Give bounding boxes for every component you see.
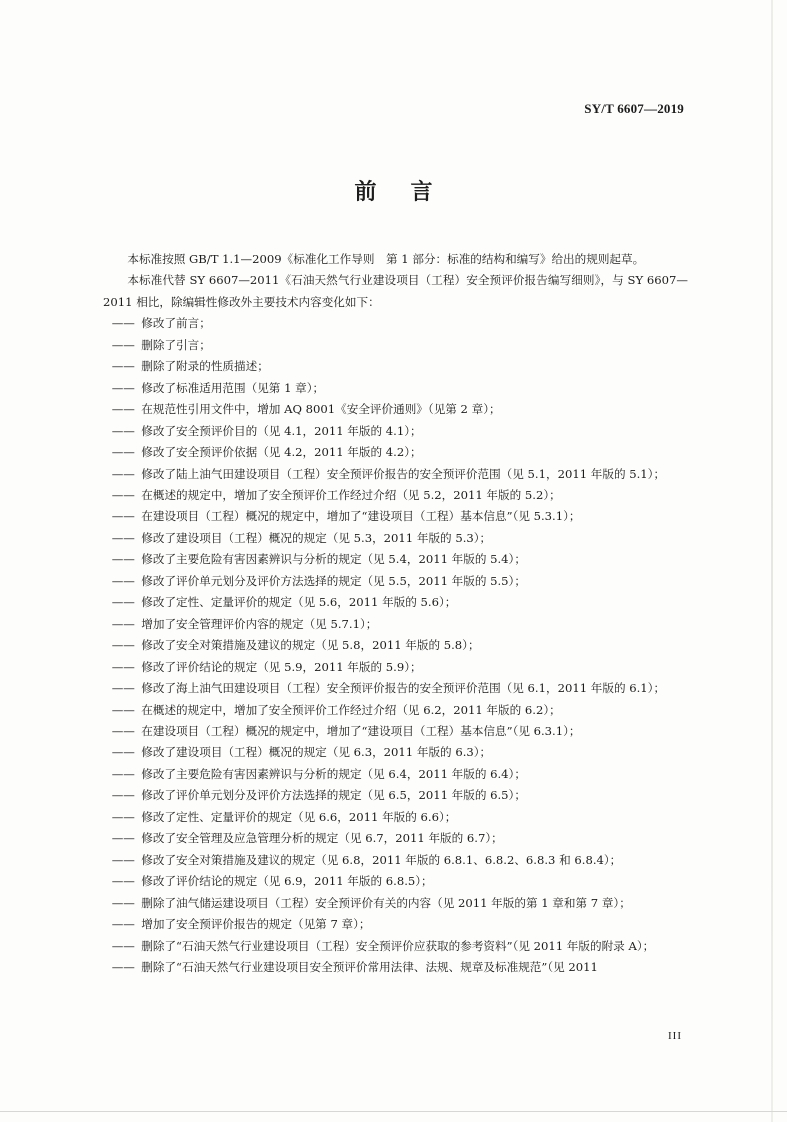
list-item [103,700,688,721]
list-item-text: 修改了主要危险有害因素辨识与分析的规定（见 6.4，2011 年版的 6.4）； [141,766,526,781]
list-item-text: 修改了安全对策措施及建议的规定（见 6.8，2011 年版的 6.8.1、6.8.2、6.8.3 和 6.8.4）； [141,852,622,867]
list-item [103,571,688,592]
list-dash: —— [111,595,135,610]
list-item-text: 在概述的规定中，增加了安全预评价工作经过介绍（见 6.2，2011 年版的 6.2）； [141,702,561,717]
list-item-text: 删除了“石油天然气行业建设项目安全预评价常用法律、法规、规章及标准规范”（见 2011 [141,959,598,974]
list-item [103,936,688,957]
list-item [103,764,688,785]
list-item [103,678,688,699]
list-item [103,850,688,871]
list-item [103,957,688,978]
list-dash: —— [111,552,135,567]
list-item [103,549,688,570]
list-dash: —— [111,423,135,438]
list-dash: —— [111,723,135,738]
list-item-text: 修改了安全对策措施及建议的规定（见 5.8，2011 年版的 5.8）； [141,638,480,653]
list-item [103,506,688,527]
list-item-text: 增加了安全管理评价内容的规定（见 5.7.1）； [141,616,378,631]
list-item-text: 修改了评价单元划分及评价方法选择的规定（见 6.5，2011 年版的 6.5）； [141,788,526,803]
list-dash: —— [111,681,135,696]
list-dash: —— [111,530,135,545]
list-item [103,785,688,806]
page-number: III [668,1030,682,1042]
list-dash: —— [111,702,135,717]
paragraph-replacement-note: 本标准代替 SY 6607—2011《石油天然气行业建设项目（工程）安全预评价报告编写细则》，与 SY 6607—2011 相比，除编辑性修改外主要技术内容变化如下： [103,273,688,309]
list-item-text: 修改了评价单元划分及评价方法选择的规定（见 5.5，2011 年版的 5.5）； [141,573,526,588]
list-item [103,614,688,635]
list-item-text: 修改了安全预评价依据（见 4.2，2011 年版的 4.2）； [141,445,422,460]
list-dash: —— [111,445,135,460]
list-dash: —— [111,337,135,352]
list-item-text: 修改了建设项目（工程）概况的规定（见 6.3，2011 年版的 6.3）； [141,745,492,760]
list-item [103,528,688,549]
list-dash: —— [111,874,135,889]
list-dash: —— [111,573,135,588]
list-dash: —— [111,788,135,803]
list-dash: —— [111,380,135,395]
list-item [103,464,688,485]
list-item-text: 修改了定性、定量评价的规定（见 6.6，2011 年版的 6.6）； [141,809,457,824]
list-item [103,485,688,506]
list-dash: —— [111,402,135,417]
list-item-text: 修改了陆上油气田建设项目（工程）安全预评价报告的安全预评价范围（见 5.1，2011 年版的 5.1）； [141,466,666,481]
list-item-text: 删除了附录的性质描述； [141,359,269,374]
list-item-text: 修改了主要危险有害因素辨识与分析的规定（见 5.4，2011 年版的 5.4）； [141,552,526,567]
list-dash: —— [111,831,135,846]
list-dash: —— [111,616,135,631]
list-item [103,399,688,420]
list-dash: —— [111,359,135,374]
document-body [103,249,688,978]
list-item [103,635,688,656]
list-item-text: 增加了安全预评价报告的规定（见第 7 章）； [141,917,371,932]
list-dash: —— [111,487,135,502]
list-dash: —— [111,895,135,910]
list-dash: —— [111,852,135,867]
list-item-text: 修改了安全管理及应急管理分析的规定（见 6.7，2011 年版的 6.7）； [141,831,503,846]
list-item [103,657,688,678]
list-dash: —— [111,766,135,781]
list-item [103,442,688,463]
list-item [103,356,688,377]
list-dash: —— [111,938,135,953]
list-item-text: 删除了油气储运建设项目（工程）安全预评价有关的内容（见 2011 年版的第 1 章和第 7 章）； [141,895,631,910]
document-code: SY/T 6607—2019 [584,101,684,116]
list-item-text: 在规范性引用文件中，增加 AQ 8001《安全评价通则》（见第 2 章）； [141,402,501,417]
list-item [103,871,688,892]
list-item-text: 删除了引言； [141,337,211,352]
paragraph-drafting-rules: 本标准按照 GB/T 1.1—2009《标准化工作导则 第 1 部分：标准的结构和编写》给出的规则起草。 [127,252,645,266]
list-dash: —— [111,959,135,974]
list-item-text: 修改了评价结论的规定（见 5.9，2011 年版的 5.9）； [141,659,422,674]
list-item-text: 修改了定性、定量评价的规定（见 5.6，2011 年版的 5.6）； [141,595,457,610]
list-item [103,828,688,849]
list-item [103,807,688,828]
page-title: 前言 [354,180,467,205]
list-item [103,592,688,613]
change-list [103,313,688,978]
list-item-text: 修改了评价结论的规定（见 6.9，2011 年版的 6.8.5）； [141,874,433,889]
list-item-text: 在建设项目（工程）概况的规定中，增加了“建设项目（工程）基本信息”（见 5.3.1）； [141,509,581,524]
list-item-text: 在建设项目（工程）概况的规定中，增加了“建设项目（工程）基本信息”（见 6.3.1）； [141,723,581,738]
list-item [103,313,688,334]
list-item-text: 在概述的规定中，增加了安全预评价工作经过介绍（见 5.2，2011 年版的 5.2）； [141,487,561,502]
list-dash: —— [111,466,135,481]
list-item [103,914,688,935]
list-item-text: 删除了“石油天然气行业建设项目（工程）安全预评价应获取的参考资料”（见 2011 年版的附录 A）； [141,938,655,953]
list-item-text: 修改了前言； [141,316,211,331]
list-item-text: 修改了建设项目（工程）概况的规定（见 5.3，2011 年版的 5.3）； [141,530,492,545]
list-item-text: 修改了海上油气田建设项目（工程）安全预评价报告的安全预评价范围（见 6.1，2011 年版的 6.1）； [141,681,666,696]
list-dash: —— [111,917,135,932]
list-item-text: 修改了安全预评价目的（见 4.1，2011 年版的 4.1）； [141,423,422,438]
list-dash: —— [111,745,135,760]
list-dash: —— [111,809,135,824]
scan-bottom-line [0,1111,787,1112]
list-dash: —— [111,509,135,524]
list-item [103,378,688,399]
list-dash: —— [111,316,135,331]
list-item [103,893,688,914]
list-item-text: 修改了标准适用范围（见第 1 章）； [141,380,325,395]
list-item [103,335,688,356]
list-dash: —— [111,638,135,653]
list-item [103,721,688,742]
list-item [103,742,688,763]
list-item [103,421,688,442]
list-dash: —— [111,659,135,674]
scan-edge-shadow [771,0,773,1122]
